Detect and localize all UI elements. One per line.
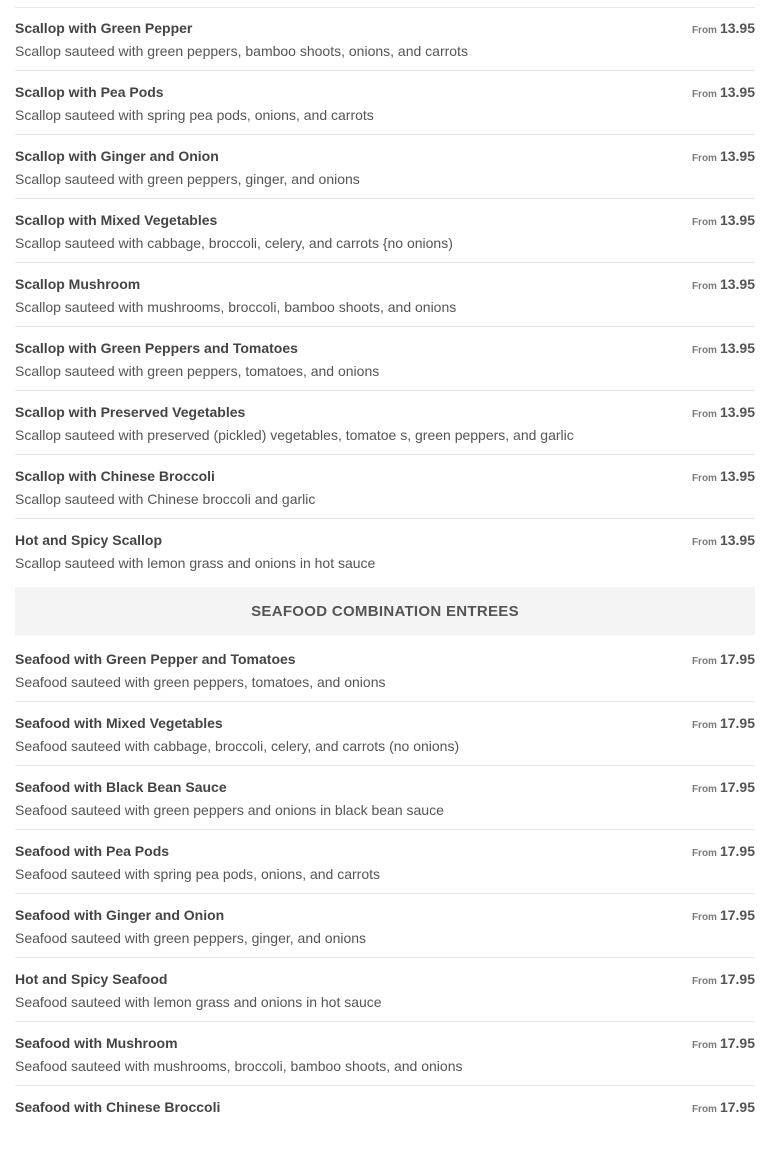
price-value: 13.95 xyxy=(719,20,755,36)
price-value: 17.95 xyxy=(719,843,755,859)
item-price xyxy=(692,340,755,359)
item-name: Hot and Spicy Seafood xyxy=(15,971,168,987)
price-value: 13.95 xyxy=(719,340,755,356)
menu-item[interactable] xyxy=(15,702,755,766)
price-from-label: From xyxy=(691,25,717,36)
price-from-label: From xyxy=(691,153,717,164)
price-value: 13.95 xyxy=(719,404,755,420)
menu-item[interactable] xyxy=(15,958,755,1022)
price-value: 17.95 xyxy=(719,971,755,987)
item-price xyxy=(692,212,755,231)
item-price xyxy=(692,907,755,926)
section-header-seafood-combination: SEAFOOD COMBINATION ENTREES xyxy=(15,587,755,635)
price-from-label: From xyxy=(691,784,717,795)
price-from-label: From xyxy=(691,281,717,292)
item-price xyxy=(692,843,755,862)
menu-item[interactable] xyxy=(15,638,755,702)
price-from-label: From xyxy=(691,217,717,228)
item-description: Scallop sauteed with mushrooms, broccoli, bamboo shoots, and onions xyxy=(15,299,457,315)
item-name: Seafood with Mixed Vegetables xyxy=(15,715,223,731)
item-price xyxy=(692,84,755,103)
item-description: Scallop sauteed with Chinese broccoli and garlic xyxy=(15,491,316,507)
item-description: Scallop sauteed with cabbage, broccoli, celery, and carrots {no onions) xyxy=(15,235,453,251)
price-from-label: From xyxy=(691,473,717,484)
price-from-label: From xyxy=(691,409,717,420)
item-description: Scallop sauteed with spring pea pods, onions, and carrots xyxy=(15,107,374,123)
item-price xyxy=(692,971,755,990)
price-from-label: From xyxy=(691,1104,717,1115)
price-value: 17.95 xyxy=(719,651,755,667)
item-price xyxy=(692,468,755,487)
menu-item[interactable] xyxy=(15,327,755,391)
item-price xyxy=(692,715,755,734)
item-description: Scallop sauteed with green peppers, ginger, and onions xyxy=(15,171,360,187)
item-description: Seafood sauteed with spring pea pods, onions, and carrots xyxy=(15,866,381,882)
price-value: 13.95 xyxy=(719,532,755,548)
price-value: 13.95 xyxy=(719,148,755,164)
price-from-label: From xyxy=(691,89,717,100)
item-price xyxy=(692,779,755,798)
price-from-label: From xyxy=(691,720,717,731)
item-description: Scallop sauteed with lemon grass and onions in hot sauce xyxy=(15,555,376,571)
item-name: Seafood with Chinese Broccoli xyxy=(15,1099,221,1115)
price-from-label: From xyxy=(691,912,717,923)
menu-item[interactable] xyxy=(15,7,755,71)
item-name: Seafood with Pea Pods xyxy=(15,843,170,859)
item-name: Scallop Mushroom xyxy=(15,276,141,292)
item-price xyxy=(692,1035,755,1054)
menu-item[interactable] xyxy=(15,199,755,263)
item-name: Seafood with Black Bean Sauce xyxy=(15,779,227,795)
price-from-label: From xyxy=(691,976,717,987)
item-description: Scallop sauteed with green peppers, tomatoes, and onions xyxy=(15,363,380,379)
item-name: Seafood with Mushroom xyxy=(15,1035,178,1051)
price-value: 13.95 xyxy=(719,276,755,292)
price-from-label: From xyxy=(691,345,717,356)
menu-item[interactable] xyxy=(15,263,755,327)
menu-item[interactable] xyxy=(15,519,755,583)
item-description: Scallop sauteed with green peppers, bamboo shoots, onions, and carrots xyxy=(15,43,468,59)
item-price xyxy=(692,276,755,295)
item-price xyxy=(692,651,755,670)
price-value: 17.95 xyxy=(719,907,755,923)
price-value: 13.95 xyxy=(719,84,755,100)
menu-item[interactable] xyxy=(15,1022,755,1086)
item-description: Seafood sauteed with green peppers, ginger, and onions xyxy=(15,930,367,946)
menu-item[interactable] xyxy=(15,455,755,519)
price-value: 13.95 xyxy=(719,212,755,228)
price-value: 17.95 xyxy=(719,1035,755,1051)
menu-item[interactable] xyxy=(15,391,755,455)
item-price xyxy=(692,148,755,167)
item-name: Scallop with Green Pepper xyxy=(15,20,193,36)
menu-item[interactable] xyxy=(15,1086,755,1150)
item-name: Scallop with Chinese Broccoli xyxy=(15,468,215,484)
menu-item[interactable] xyxy=(15,830,755,894)
item-description: Seafood sauteed with mushrooms, broccoli, bamboo shoots, and onions xyxy=(15,1058,463,1074)
price-from-label: From xyxy=(691,537,717,548)
item-price xyxy=(692,532,755,551)
item-price xyxy=(692,20,755,39)
price-from-label: From xyxy=(691,1040,717,1051)
item-description: Seafood sauteed with lemon grass and onions in hot sauce xyxy=(15,994,382,1010)
menu-item[interactable] xyxy=(15,135,755,199)
price-value: 17.95 xyxy=(719,779,755,795)
menu-item[interactable] xyxy=(15,894,755,958)
price-value: 17.95 xyxy=(719,1099,755,1115)
price-from-label: From xyxy=(691,848,717,859)
item-price xyxy=(692,404,755,423)
item-description: Seafood sauteed with cabbage, broccoli, celery, and carrots (no onions) xyxy=(15,738,460,754)
item-name: Hot and Spicy Scallop xyxy=(15,532,163,548)
item-description: Seafood sauteed with green peppers and onions in black bean sauce xyxy=(15,802,444,818)
price-from-label: From xyxy=(691,656,717,667)
item-name: Scallop with Preserved Vegetables xyxy=(15,404,246,420)
item-name: Seafood with Ginger and Onion xyxy=(15,907,225,923)
price-value: 17.95 xyxy=(719,715,755,731)
price-value: 13.95 xyxy=(719,468,755,484)
item-name: Seafood with Green Pepper and Tomatoes xyxy=(15,651,296,667)
item-name: Scallop with Pea Pods xyxy=(15,84,164,100)
item-name: Scallop with Ginger and Onion xyxy=(15,148,219,164)
menu-item[interactable] xyxy=(15,71,755,135)
menu-item[interactable] xyxy=(15,766,755,830)
menu-list xyxy=(15,7,755,1150)
item-description: Seafood sauteed with green peppers, tomatoes, and onions xyxy=(15,674,386,690)
item-name: Scallop with Mixed Vegetables xyxy=(15,212,218,228)
item-description: Scallop sauteed with preserved (pickled) vegetables, tomatoe s, green peppers, and garlic xyxy=(15,427,574,443)
item-name: Scallop with Green Peppers and Tomatoes xyxy=(15,340,298,356)
